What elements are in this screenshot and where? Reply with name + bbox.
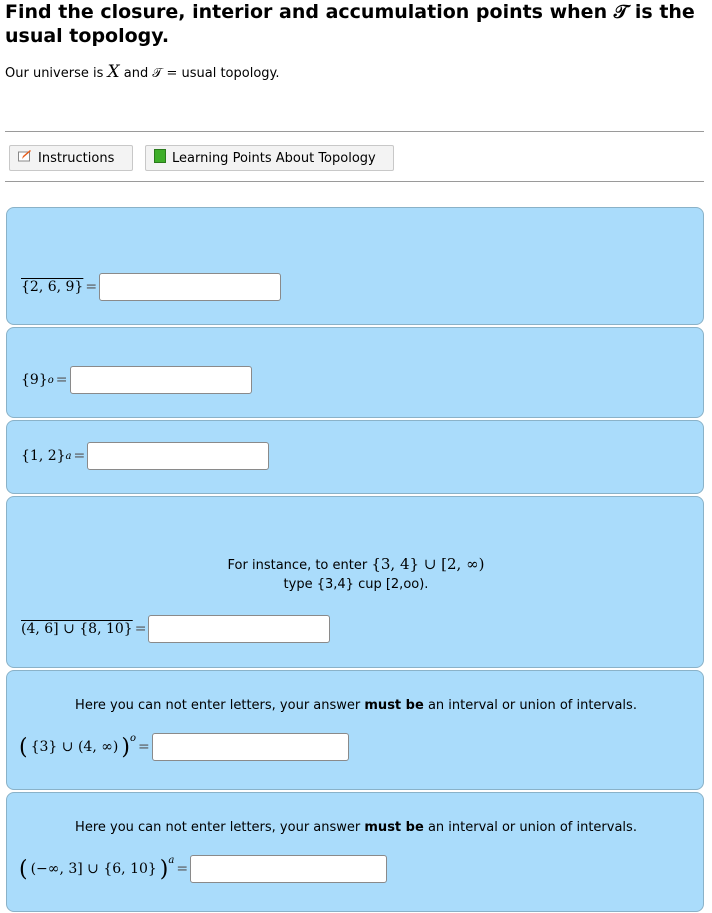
left-paren: ( <box>19 734 28 760</box>
answer-restriction-note <box>7 818 705 837</box>
equals-sign: = <box>73 448 86 464</box>
note-prefix: For instance, to enter <box>227 558 368 573</box>
accumulation-answer-input[interactable] <box>87 442 269 470</box>
closure-expression: {2, 6, 9} <box>21 279 84 295</box>
equals-sign: = <box>176 861 189 877</box>
closure-answer-input[interactable] <box>99 273 281 301</box>
accumulation-superscript-2: a <box>168 855 175 866</box>
learning-points-label: Learning Points About Topology <box>172 150 376 166</box>
universe-suffix: usual topology. <box>181 66 280 81</box>
pencil-icon <box>18 150 32 166</box>
note-text: Here you can not enter letters, your answer <box>75 698 361 713</box>
question-card-interior-2 <box>6 670 704 790</box>
accumulation-expression-2: (−∞, 3] ∪ {6, 10} <box>30 861 157 877</box>
green-book-icon <box>154 149 166 167</box>
bottom-divider <box>5 181 704 182</box>
question-card-accumulation-1 <box>6 420 704 494</box>
page-title: Find the closure, interior and accumulation points when 𝒯 is the usual topology. <box>5 1 695 47</box>
right-paren: ) <box>121 734 130 760</box>
accumulation-superscript: a <box>65 450 72 462</box>
question-card-closure-1 <box>6 207 704 325</box>
universe-variable: X <box>107 62 120 82</box>
interior-superscript-2: o <box>129 733 136 744</box>
question-card-closure-2 <box>6 496 704 668</box>
equals-sign: = <box>134 621 147 637</box>
interior-answer-input-2[interactable] <box>152 733 349 761</box>
closure-expression: (4, 6] ∪ {8, 10} <box>21 621 133 637</box>
question-card-interior-1 <box>6 327 704 418</box>
note-emphasis: must be <box>364 698 424 713</box>
answer-restriction-note <box>7 696 705 715</box>
equals-sign: = <box>85 279 98 295</box>
accumulation-answer-input-2[interactable] <box>190 855 387 883</box>
universe-tau: 𝒯 = <box>152 66 178 81</box>
interior-superscript: o <box>47 374 54 386</box>
accumulation-expression: {1, 2} <box>21 448 66 464</box>
note-text-end: an interval or union of intervals. <box>427 820 637 835</box>
note-text-end: an interval or union of intervals. <box>427 698 637 713</box>
learning-points-button[interactable] <box>145 145 394 171</box>
input-format-note <box>7 555 705 594</box>
closure-answer-input-2[interactable] <box>148 615 330 643</box>
interior-expression: {9} <box>21 372 48 388</box>
right-paren: ) <box>159 856 169 882</box>
equals-sign: = <box>137 739 150 755</box>
note-emphasis: must be <box>364 820 424 835</box>
equals-sign: = <box>55 372 68 388</box>
universe-and: and <box>123 66 149 81</box>
instructions-label: Instructions <box>38 150 115 166</box>
note-syntax-example: type {3,4} cup [2,oo). <box>283 577 429 592</box>
top-divider <box>5 131 704 132</box>
interior-expression-2: {3} ∪ (4, ∞) <box>30 739 119 755</box>
note-text: Here you can not enter letters, your answer <box>75 820 361 835</box>
instructions-button[interactable] <box>9 145 133 171</box>
note-math-example: {3, 4} ∪ [2, ∞) <box>371 555 485 573</box>
left-paren: ( <box>19 856 28 882</box>
question-card-accumulation-2 <box>6 792 704 912</box>
universe-prefix: Our universe is <box>5 66 104 81</box>
universe-line <box>5 62 280 82</box>
interior-answer-input[interactable] <box>70 366 252 394</box>
